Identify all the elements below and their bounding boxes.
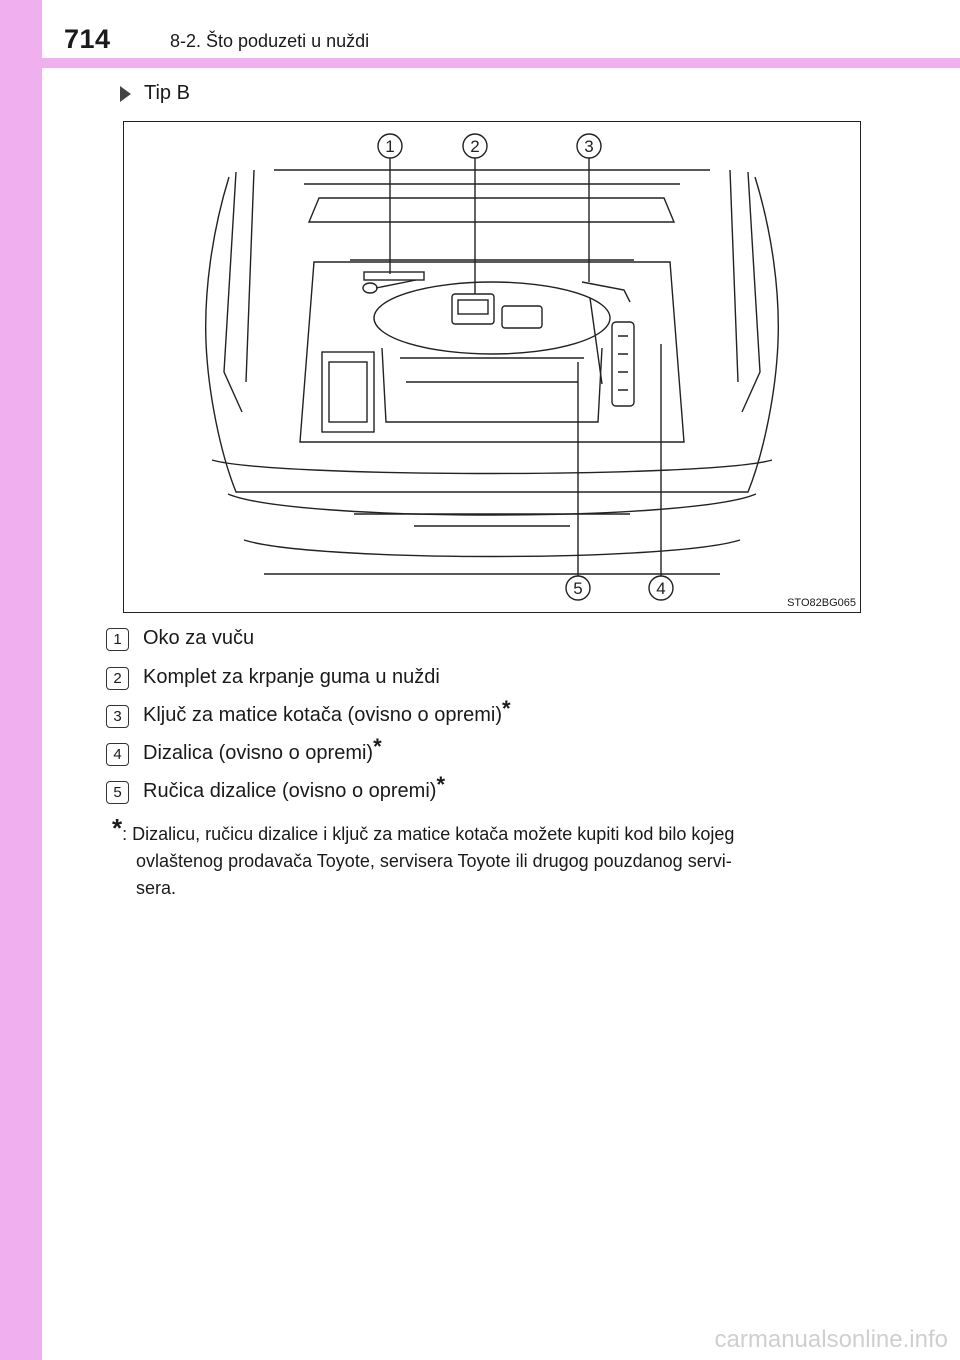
callout-3: 3 bbox=[584, 137, 594, 156]
legend-item bbox=[106, 666, 440, 690]
legend-text: Oko za vuču bbox=[143, 627, 255, 649]
legend-text: Ručica dizalice (ovisno o opremi) bbox=[143, 780, 437, 802]
legend-star: * bbox=[436, 772, 446, 797]
side-color-band bbox=[0, 0, 42, 1360]
legend-star: * bbox=[373, 734, 382, 759]
legend-star: * bbox=[502, 696, 511, 721]
trunk-drawing bbox=[124, 122, 860, 612]
legend-item bbox=[106, 772, 446, 806]
legend-item bbox=[106, 627, 254, 651]
callout-4: 4 bbox=[656, 579, 666, 598]
watermark: carmanualsonline.info bbox=[714, 1326, 948, 1353]
callout-1: 1 bbox=[385, 137, 395, 156]
footnote-line-1: : Dizalicu, ručicu dizalice i ključ za matice kotača možete kupiti kod bilo kojeg bbox=[122, 824, 735, 844]
section-title: 8-2. Što poduzeti u nuždi bbox=[170, 31, 370, 51]
legend-number: 5 bbox=[106, 781, 129, 804]
callout-5: 5 bbox=[573, 579, 583, 598]
footnote-star: * bbox=[112, 813, 123, 843]
footnote-line-3: sera. bbox=[136, 878, 177, 898]
legend-text: Ključ za matice kotača (ovisno o opremi) bbox=[143, 704, 503, 726]
figure-code: STO82BG065 bbox=[787, 597, 856, 609]
callout-2: 2 bbox=[470, 137, 480, 156]
legend-number: 1 bbox=[106, 628, 129, 651]
legend-text: Komplet za krpanje guma u nuždi bbox=[143, 666, 440, 688]
header-color-bar bbox=[42, 58, 960, 68]
footnote bbox=[112, 813, 872, 902]
trunk-illustration bbox=[123, 121, 861, 613]
legend-text: Dizalica (ovisno o opremi) bbox=[143, 742, 374, 764]
legend-number: 4 bbox=[106, 743, 129, 766]
legend-item bbox=[106, 734, 382, 768]
footnote-line-2: ovlaštenog prodavača Toyote, servisera Toyote ili drugog pouzdanog servi- bbox=[136, 851, 732, 871]
tip-heading bbox=[120, 82, 190, 105]
tip-label: Tip B bbox=[144, 82, 190, 104]
legend-item bbox=[106, 696, 511, 730]
triangle-bullet-icon bbox=[120, 86, 131, 102]
legend-number: 3 bbox=[106, 705, 129, 728]
legend-number: 2 bbox=[106, 667, 129, 690]
page-number: 714 bbox=[64, 24, 111, 54]
